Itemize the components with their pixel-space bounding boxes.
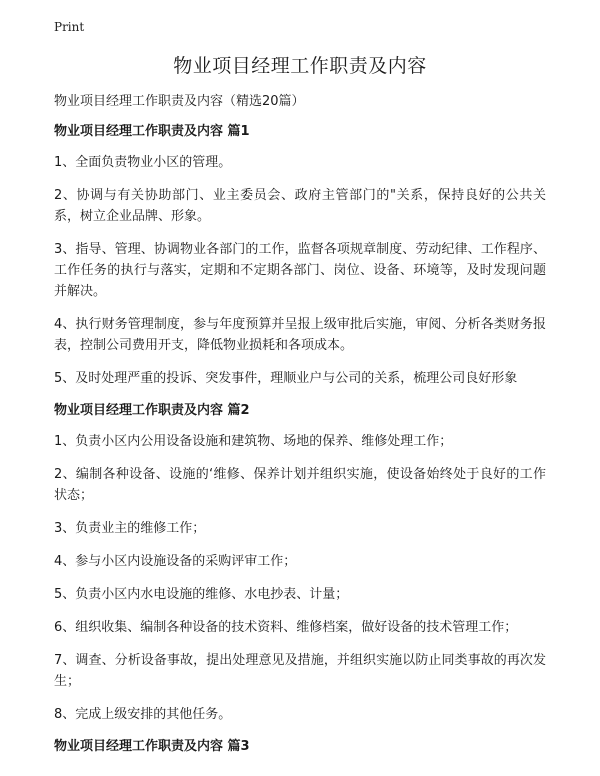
section-heading: 物业项目经理工作职责及内容 篇1: [54, 124, 250, 139]
print-label: Print: [54, 20, 85, 34]
document-title: 物业项目经理工作职责及内容: [173, 55, 427, 77]
section-2: [54, 401, 546, 725]
paragraph: 6、组织收集、编制各种设备的技术资料、维修档案，做好设备的技术管理工作；: [54, 620, 518, 635]
paragraph: 7、调查、分析设备事故，提出处理意见及措施，并组织实施以防止同类事故的再次发生；: [54, 653, 546, 689]
paragraph: 5、及时处理严重的投诉、突发事件，理顺业户与公司的关系，梳理公司良好形象: [54, 371, 518, 386]
paragraph: 1、全面负责物业小区的管理。: [54, 155, 232, 170]
paragraph: 3、负责业主的维修工作；: [54, 521, 206, 536]
section-3: [54, 737, 546, 757]
section-heading: 物业项目经理工作职责及内容 篇3: [54, 739, 250, 754]
document-content: [54, 122, 546, 767]
section-heading: 物业项目经理工作职责及内容 篇2: [54, 403, 250, 418]
paragraph: 4、执行财务管理制度，参与年度预算并呈报上级审批后实施，审阅、分析各类财务报表，控制公司费用开支，降低物业损耗和各项成本。: [54, 317, 546, 353]
section-1: [54, 122, 546, 389]
paragraph: 8、完成上级安排的其他任务。: [54, 707, 232, 722]
paragraph: 2、编制各种设备、设施的‘维修、保养计划并组织实施，使设备始终处于良好的工作状态；: [54, 467, 546, 503]
paragraph: 1、负责小区内公用设备设施和建筑物、场地的保养、维修处理工作；: [54, 434, 453, 449]
paragraph: 2、协调与有关协助部门、业主委员会、政府主管部门的"关系，保持良好的公共关系，树立企业品牌、形象。: [54, 188, 546, 224]
document-subtitle: 物业项目经理工作职责及内容（精选20篇）: [54, 94, 305, 109]
paragraph: 4、参与小区内设施设备的采购评审工作；: [54, 554, 297, 569]
paragraph: 3、指导、管理、协调物业各部门的工作，监督各项规章制度、劳动纪律、工作程序、工作任务的执行与落实，定期和不定期各部门、岗位、设备、环境等，及时发现问题并解决。: [54, 242, 546, 299]
paragraph: 5、负责小区内水电设施的维修、水电抄表、计量；: [54, 587, 349, 602]
